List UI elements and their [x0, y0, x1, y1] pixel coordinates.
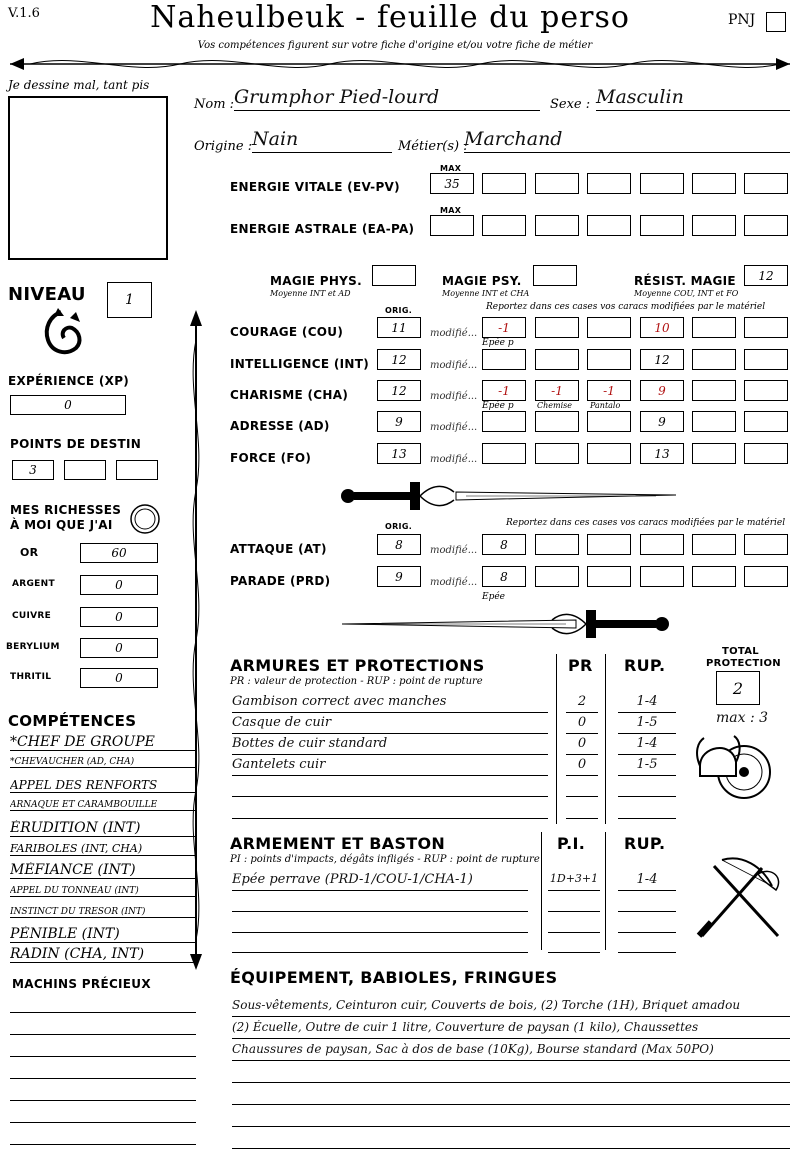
armure-row-5-pr[interactable]	[566, 778, 598, 797]
sexe-label: Sexe :	[550, 97, 591, 112]
parade-label: PARADE (PRD)	[230, 574, 331, 588]
adresse-modifie-label: modifié...	[430, 422, 478, 433]
armement-col-rup: RUP.	[624, 834, 666, 853]
competence-7[interactable]: MÉFIANCE (INT)	[10, 862, 196, 879]
competence-5[interactable]: ÉRUDITION (INT)	[10, 820, 196, 837]
competence-8[interactable]: APPEL DU TONNEAU (INT)	[10, 886, 196, 897]
competence-10[interactable]: PÉNIBLE (INT)	[10, 926, 196, 943]
berylium-label: BERYLIUM	[6, 642, 60, 652]
parade-orig-box[interactable]: 9	[377, 566, 421, 587]
ev-box-3[interactable]	[535, 173, 579, 194]
courage-mod-6[interactable]	[744, 317, 788, 338]
coin-icon	[128, 502, 162, 536]
force-label: FORCE (FO)	[230, 451, 312, 465]
caracs-orig-label: ORIG.	[385, 306, 413, 315]
charisme-mod-5[interactable]	[692, 380, 736, 401]
pnj-checkbox[interactable]	[766, 12, 786, 32]
parade-mod-3[interactable]	[587, 566, 631, 587]
magie-phys-label: MAGIE PHYS.	[270, 274, 362, 288]
force-mod-5[interactable]	[692, 443, 736, 464]
attaque-mod-5[interactable]	[692, 534, 736, 555]
resist-magie-box[interactable]: 12	[744, 265, 788, 286]
competence-2[interactable]: *CHEVAUCHER (AD, CHA)	[10, 757, 196, 768]
machins-line-5[interactable]	[10, 1100, 196, 1101]
ev-box-7[interactable]	[744, 173, 788, 194]
cuivre-box[interactable]: 0	[80, 607, 158, 627]
sword-icon	[336, 606, 686, 642]
adresse-mod-1[interactable]	[482, 411, 526, 432]
courage-mod-3[interactable]	[587, 317, 631, 338]
armure-row-4-name[interactable]: Gantelets cuir	[232, 757, 548, 776]
armement-legend: PI : points d'impacts, dégâts infligés - RUP : point de rupture	[230, 854, 540, 865]
force-orig-box[interactable]: 13	[377, 443, 421, 464]
competence-3[interactable]: APPEL DES RENFORTS	[10, 778, 196, 793]
equipement-line-1[interactable]: Sous-vêtements, Ceinturon cuir, Couverts de bois, (2) Torche (1H), Briquet amadou	[232, 998, 790, 1017]
ev-box-5[interactable]	[640, 173, 684, 194]
armures-divider-2	[605, 654, 606, 824]
total-protection-label-1: TOTAL	[722, 646, 759, 657]
force-mod-2[interactable]	[535, 443, 579, 464]
armures-divider-1	[556, 654, 557, 824]
berylium-box[interactable]: 0	[80, 638, 158, 658]
portrait-box[interactable]	[8, 96, 168, 260]
staff-ornament	[184, 310, 208, 970]
parade-mod-6[interactable]	[744, 566, 788, 587]
armure-row-4-pr[interactable]: 0	[566, 757, 598, 776]
destin-box-1[interactable]: 3	[12, 460, 54, 480]
magie-psy-sub: Moyenne INT et CHA	[442, 289, 530, 298]
or-box[interactable]: 60	[80, 543, 158, 563]
intelligence-orig-box[interactable]: 12	[377, 349, 421, 370]
weapons-icon	[692, 856, 788, 946]
charisme-sub-1: Epée p	[482, 401, 514, 411]
courage-mod-2[interactable]	[535, 317, 579, 338]
destin-box-2[interactable]	[64, 460, 106, 480]
force-mod-3[interactable]	[587, 443, 631, 464]
armement-divider-2	[605, 832, 606, 950]
sword-icon	[336, 478, 686, 514]
armement-divider-1	[541, 832, 542, 950]
machins-line-4[interactable]	[10, 1078, 196, 1079]
arme-row-2-pi[interactable]	[548, 893, 600, 912]
intelligence-mod-2[interactable]	[535, 349, 579, 370]
machins-line-3[interactable]	[10, 1056, 196, 1057]
parade-mod-4[interactable]	[640, 566, 684, 587]
equipement-title: ÉQUIPEMENT, BABIOLES, FRINGUES	[230, 968, 558, 987]
argent-label: ARGENT	[12, 579, 55, 589]
armure-row-4-rup[interactable]: 1-5	[618, 757, 676, 776]
armure-row-6-rup[interactable]	[618, 800, 676, 819]
courage-orig-box[interactable]: 11	[377, 317, 421, 338]
equipement-line-2[interactable]: (2) Écuelle, Outre de cuir 1 litre, Couverture de paysan (1 kilo), Chaussettes	[232, 1020, 790, 1039]
arme-row-4-rup[interactable]	[618, 934, 676, 953]
total-protection-box[interactable]: 2	[716, 671, 760, 705]
charisme-sub-3: Pantalo	[590, 401, 621, 410]
ea-box-6[interactable]	[692, 215, 736, 236]
arme-row-1-pi[interactable]: 1D+3+1	[548, 872, 600, 891]
ea-max-box[interactable]	[430, 215, 474, 236]
attaque-label: ATTAQUE (AT)	[230, 542, 327, 556]
armures-col-pr: PR	[568, 656, 593, 675]
attaque-mod-4[interactable]	[640, 534, 684, 555]
adresse-mod-2[interactable]	[535, 411, 579, 432]
force-mod-6[interactable]	[744, 443, 788, 464]
armure-row-3-pr[interactable]: 0	[566, 736, 598, 755]
parade-modifie-label: modifié...	[430, 577, 478, 588]
total-protection-label-2: PROTECTION	[706, 658, 781, 669]
equipement-line-7[interactable]	[232, 1130, 790, 1149]
attaque-mod-1[interactable]: 8	[482, 534, 526, 555]
arme-row-3-rup[interactable]	[618, 914, 676, 933]
experience-box[interactable]: 0	[10, 395, 126, 415]
charisme-modifie-label: modifié...	[430, 391, 478, 402]
magie-phys-sub: Moyenne INT et AD	[270, 289, 351, 298]
charisme-label: CHARISME (CHA)	[230, 388, 349, 402]
force-modifie-label: modifié...	[430, 454, 478, 465]
richesses-label-1: MES RICHESSES	[10, 503, 122, 517]
machins-title: MACHINS PRÉCIEUX	[12, 977, 151, 991]
armure-row-2-rup[interactable]: 1-5	[618, 715, 676, 734]
argent-box[interactable]: 0	[80, 575, 158, 595]
arme-row-4-pi[interactable]	[548, 934, 600, 953]
courage-label: COURAGE (COU)	[230, 325, 344, 339]
intelligence-mod-4[interactable]: 12	[640, 349, 684, 370]
niveau-box[interactable]: 1	[107, 282, 152, 318]
metier-field[interactable]: Marchand	[464, 128, 790, 153]
cuivre-label: CUIVRE	[12, 611, 52, 621]
force-mod-1[interactable]	[482, 443, 526, 464]
ea-box-7[interactable]	[744, 215, 788, 236]
attaque-mod-3[interactable]	[587, 534, 631, 555]
ev-max-label: MAX	[440, 164, 462, 173]
nom-field[interactable]: Grumphor Pied-lourd	[234, 86, 540, 111]
ea-box-5[interactable]	[640, 215, 684, 236]
adresse-mod-5[interactable]	[692, 411, 736, 432]
parade-mod-1[interactable]: 8	[482, 566, 526, 587]
ev-box-4[interactable]	[587, 173, 631, 194]
adresse-mod-6[interactable]	[744, 411, 788, 432]
niveau-label: NIVEAU	[8, 284, 86, 305]
destin-label: POINTS DE DESTIN	[10, 437, 142, 451]
ea-box-3[interactable]	[535, 215, 579, 236]
intelligence-mod-6[interactable]	[744, 349, 788, 370]
adresse-mod-4[interactable]: 9	[640, 411, 684, 432]
courage-mod-5[interactable]	[692, 317, 736, 338]
caracs-note: Reportez dans ces cases vos caracs modifiées par le matériel	[486, 302, 766, 312]
armement-col-pi: P.I.	[557, 834, 586, 853]
armure-row-2-pr[interactable]: 0	[566, 715, 598, 734]
competences-title: COMPÉTENCES	[8, 712, 137, 730]
armure-row-6-pr[interactable]	[566, 800, 598, 819]
parade-mod-2[interactable]	[535, 566, 579, 587]
origine-label: Origine :	[194, 139, 253, 154]
thritil-label: THRITIL	[10, 672, 52, 682]
ev-label: ENERGIE VITALE (EV-PV)	[230, 180, 400, 194]
armures-col-rup: RUP.	[624, 656, 666, 675]
arme-row-2-name[interactable]	[232, 893, 528, 912]
charisme-mod-6[interactable]	[744, 380, 788, 401]
attaque-mod-2[interactable]	[535, 534, 579, 555]
magie-phys-box[interactable]	[372, 265, 416, 286]
courage-mod-4[interactable]: 10	[640, 317, 684, 338]
intelligence-mod-3[interactable]	[587, 349, 631, 370]
arme-row-1-rup[interactable]: 1-4	[618, 872, 676, 891]
machins-line-1[interactable]	[10, 1012, 196, 1013]
armure-row-6-name[interactable]	[232, 800, 548, 819]
thritil-box[interactable]: 0	[80, 668, 158, 688]
charisme-orig-box[interactable]: 12	[377, 380, 421, 401]
ea-label: ENERGIE ASTRALE (EA-PA)	[230, 222, 415, 236]
machins-line-2[interactable]	[10, 1034, 196, 1035]
combat-orig-label: ORIG.	[385, 522, 413, 531]
ea-box-2[interactable]	[482, 215, 526, 236]
ev-box-2[interactable]	[482, 173, 526, 194]
intelligence-modifie-label: modifié...	[430, 360, 478, 371]
richesses-label-2: À MOI QUE J'AI	[10, 518, 113, 532]
or-label: OR	[20, 546, 39, 559]
machins-line-6[interactable]	[10, 1122, 196, 1123]
resist-magie-label: RÉSIST. MAGIE	[634, 274, 736, 288]
armures-title: ARMURES ET PROTECTIONS	[230, 656, 485, 675]
arme-row-1-name[interactable]: Epée perrave (PRD-1/COU-1/CHA-1)	[232, 872, 528, 891]
armure-row-3-name[interactable]: Bottes de cuir standard	[232, 736, 548, 755]
equipement-line-4[interactable]	[232, 1064, 790, 1083]
attaque-orig-box[interactable]: 8	[377, 534, 421, 555]
machins-line-7[interactable]	[10, 1144, 196, 1145]
courage-sub-1: Epée p	[482, 338, 514, 348]
pnj-label: PNJ	[728, 12, 756, 28]
experience-label: EXPÉRIENCE (XP)	[8, 374, 130, 388]
nom-label: Nom :	[194, 97, 235, 112]
origine-field[interactable]: Nain	[252, 128, 392, 153]
intelligence-mod-1[interactable]	[482, 349, 526, 370]
armement-title: ARMEMENT ET BASTON	[230, 834, 446, 853]
charisme-mod-3[interactable]: -1	[587, 380, 631, 401]
helmet-shield-icon	[692, 726, 776, 810]
parade-mod-5[interactable]	[692, 566, 736, 587]
page-subtitle: Vos compétences figurent sur votre fiche d'origine et/ou votre fiche de métier	[197, 40, 593, 51]
equipement-line-6[interactable]	[232, 1108, 790, 1127]
magie-psy-box[interactable]	[533, 265, 577, 286]
charisme-sub-2: Chemise	[537, 401, 572, 410]
charisme-mod-2[interactable]: -1	[535, 380, 579, 401]
total-protection-max: max : 3	[716, 710, 769, 726]
arme-row-4-name[interactable]	[232, 934, 528, 953]
courage-modifie-label: modifié...	[430, 328, 478, 339]
portrait-caption: Je dessine mal, tant pis	[8, 78, 150, 92]
metier-label: Métier(s) :	[398, 139, 468, 154]
header-vine-ornament	[0, 52, 800, 80]
magie-psy-label: MAGIE PSY.	[442, 274, 522, 288]
charisme-mod-4[interactable]: 9	[640, 380, 684, 401]
attaque-mod-6[interactable]	[744, 534, 788, 555]
competence-6[interactable]: FARIBOLES (INT, CHA)	[10, 842, 196, 856]
resist-magie-sub: Moyenne COU, INT et FO	[634, 289, 739, 298]
ev-box-6[interactable]	[692, 173, 736, 194]
armure-row-2-name[interactable]: Casque de cuir	[232, 715, 548, 734]
attaque-modifie-label: modifié...	[430, 545, 478, 556]
armure-row-3-rup[interactable]: 1-4	[618, 736, 676, 755]
force-mod-4[interactable]: 13	[640, 443, 684, 464]
armure-row-1-rup[interactable]: 1-4	[618, 694, 676, 713]
ev-max-box[interactable]: 35	[430, 173, 474, 194]
combat-note: Reportez dans ces cases vos caracs modifiées par le matériel	[506, 518, 786, 528]
equipement-line-3[interactable]: Chaussures de paysan, Sac à dos de base (10Kg), Bourse standard (Max 50PO)	[232, 1042, 790, 1061]
dragon-icon	[36, 306, 86, 362]
competence-1[interactable]: *CHEF DE GROUPE	[10, 734, 196, 751]
armure-row-5-name[interactable]	[232, 778, 548, 797]
sexe-field[interactable]: Masculin	[596, 86, 790, 111]
adresse-mod-3[interactable]	[587, 411, 631, 432]
armures-legend: PR : valeur de protection - RUP : point de rupture	[230, 676, 483, 687]
armure-row-1-pr[interactable]: 2	[566, 694, 598, 713]
armure-row-5-rup[interactable]	[618, 778, 676, 797]
destin-box-3[interactable]	[116, 460, 158, 480]
intelligence-mod-5[interactable]	[692, 349, 736, 370]
courage-mod-1[interactable]: -1	[482, 317, 526, 338]
arme-row-3-pi[interactable]	[548, 914, 600, 933]
intelligence-label: INTELLIGENCE (INT)	[230, 357, 369, 371]
equipement-line-5[interactable]	[232, 1086, 790, 1105]
competence-11[interactable]: RADIN (CHA, INT)	[10, 946, 196, 963]
armure-row-1-name[interactable]: Gambison correct avec manches	[232, 694, 548, 713]
adresse-label: ADRESSE (AD)	[230, 419, 330, 433]
ea-box-4[interactable]	[587, 215, 631, 236]
adresse-orig-box[interactable]: 9	[377, 411, 421, 432]
parade-sub: Epée	[482, 592, 505, 602]
arme-row-3-name[interactable]	[232, 914, 528, 933]
competence-9[interactable]: INSTINCT DU TRESOR (INT)	[10, 907, 196, 918]
arme-row-2-rup[interactable]	[618, 893, 676, 912]
charisme-mod-1[interactable]: -1	[482, 380, 526, 401]
page-title: Naheulbeuk - feuille du perso	[150, 0, 630, 35]
ea-max-label: MAX	[440, 206, 462, 215]
competence-4[interactable]: ARNAQUE ET CARAMBOUILLE	[10, 800, 196, 811]
version: V.1.6	[8, 6, 40, 21]
